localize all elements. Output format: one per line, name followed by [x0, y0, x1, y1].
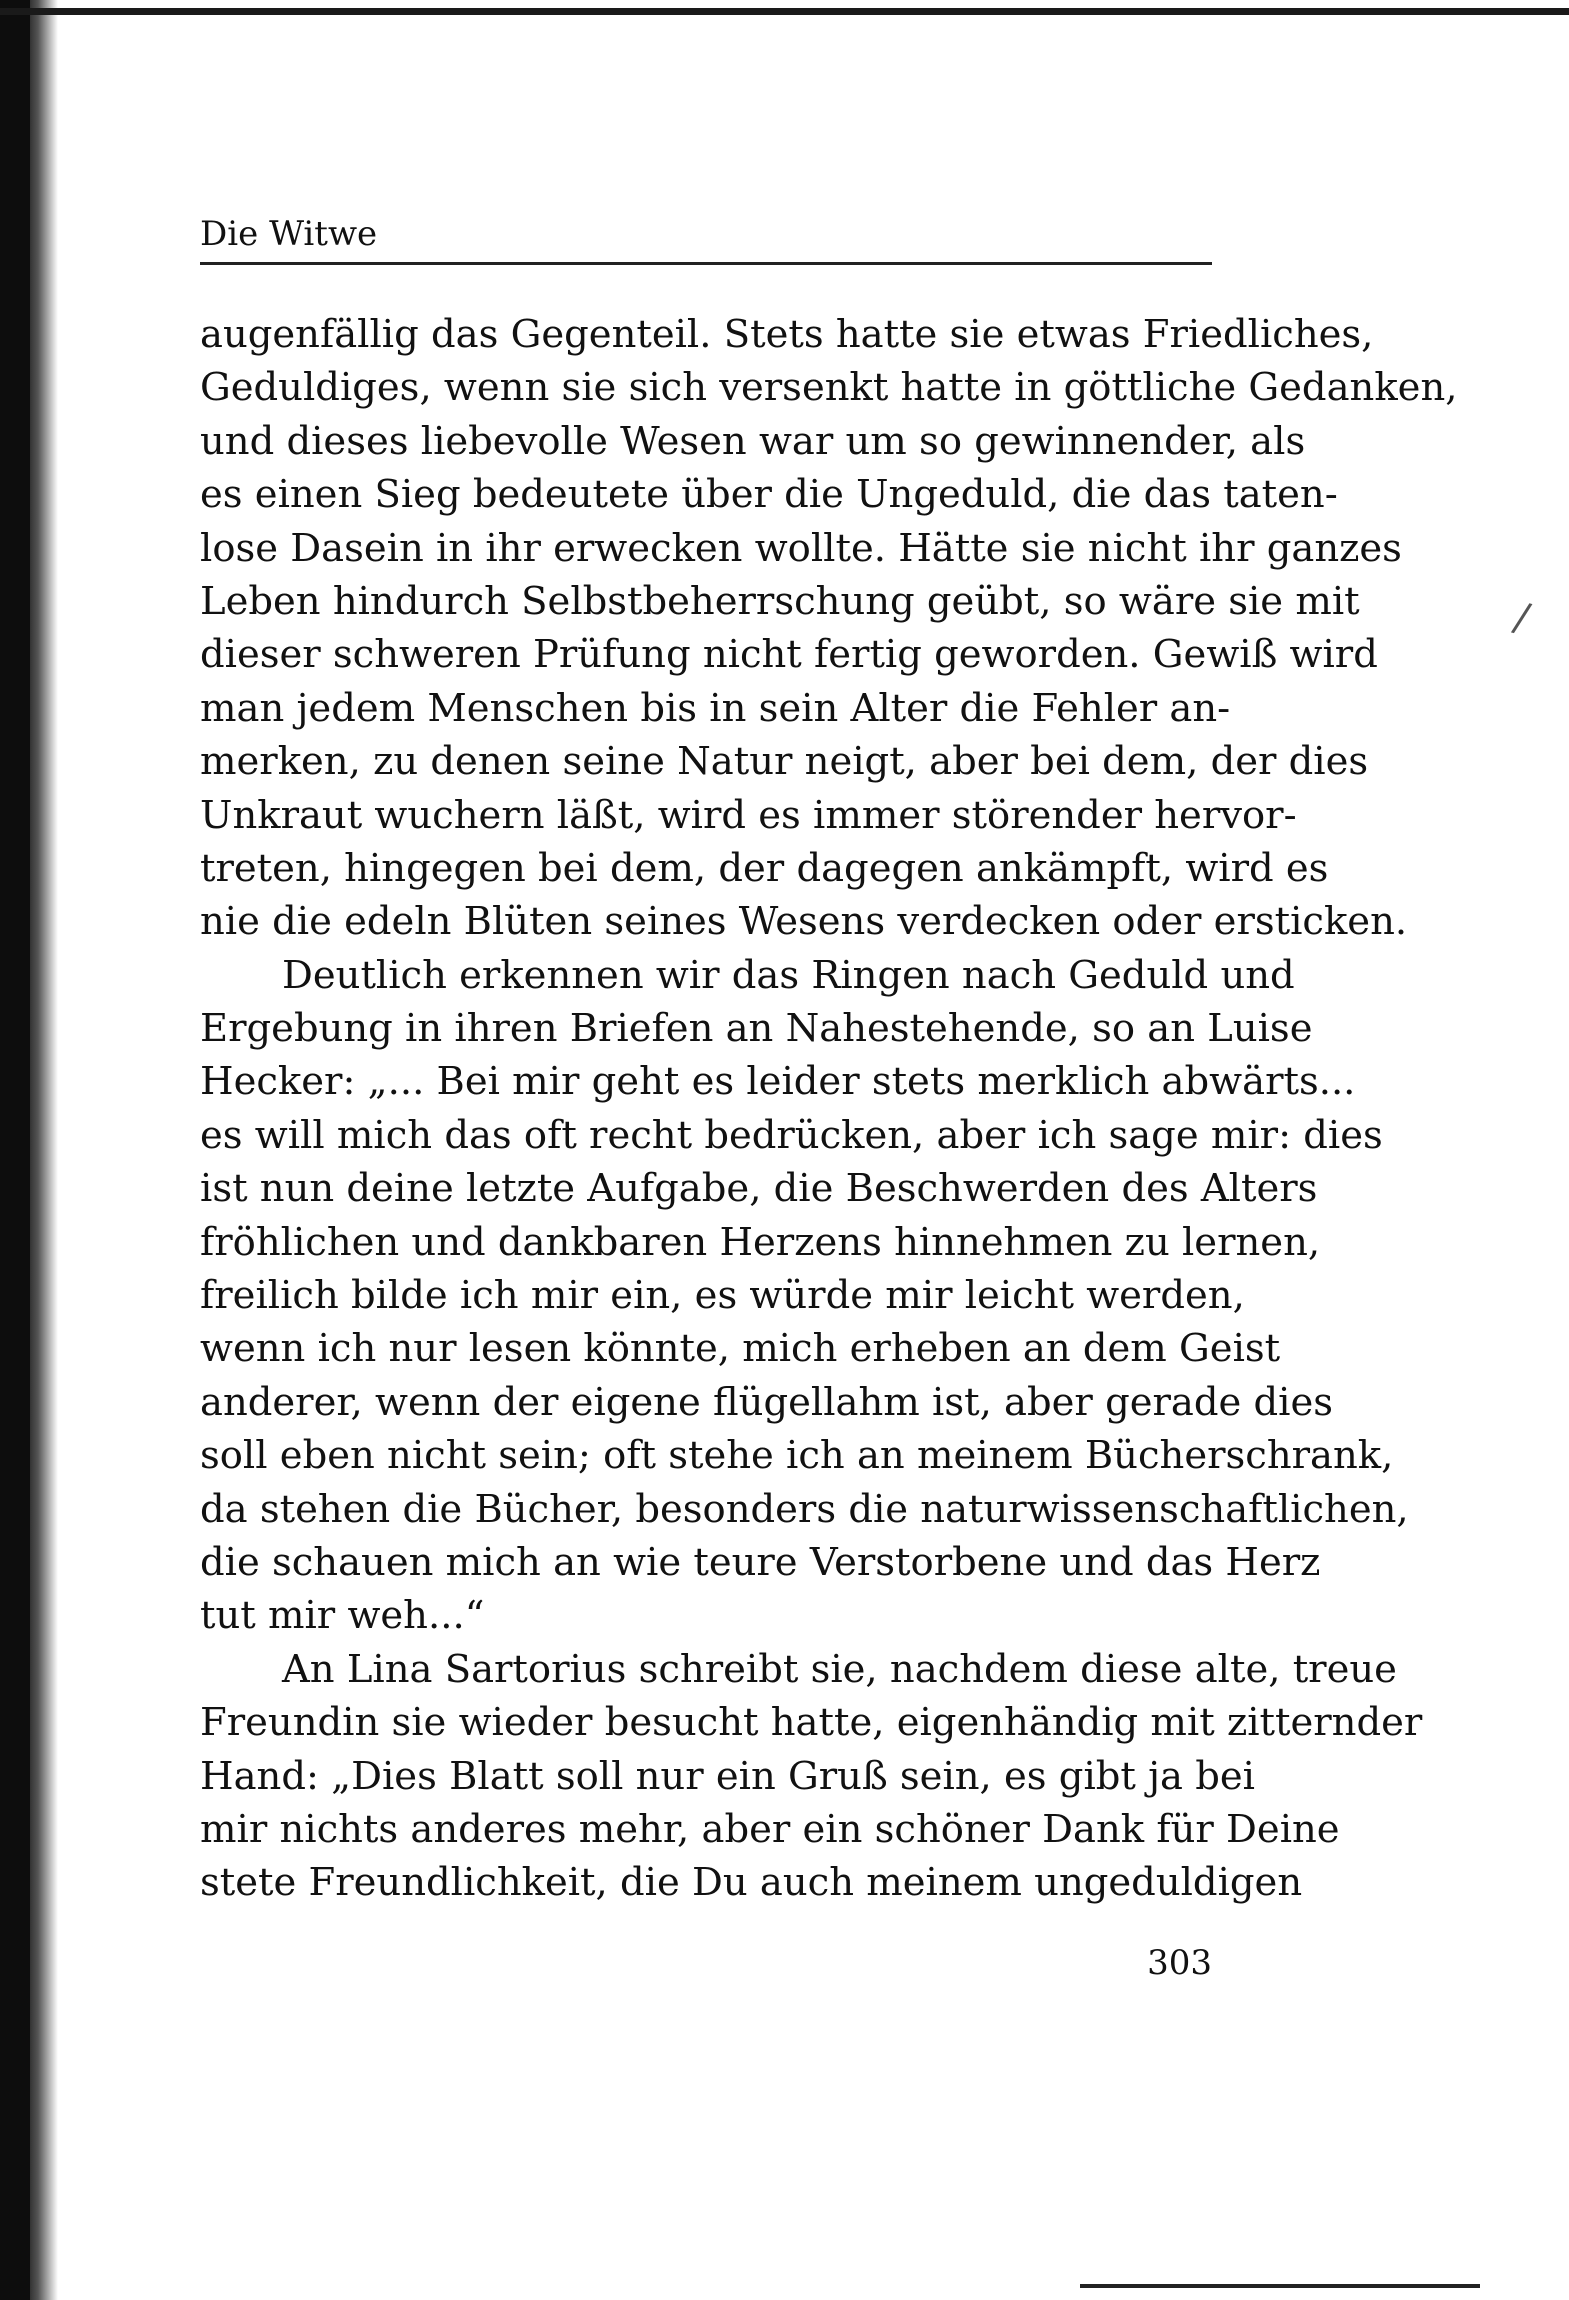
- text-line: Unkraut wuchern läßt, wird es immer störender hervor-: [200, 792, 1297, 838]
- text-line: man jedem Menschen bis in sein Alter die Fehler an-: [200, 685, 1231, 731]
- text-line: ist nun deine letzte Aufgabe, die Beschwerden des Alters: [200, 1166, 1318, 1212]
- header-rule: [200, 262, 1212, 265]
- text-line: dieser schweren Prüfung nicht fertig geworden. Gewiß wird: [200, 632, 1378, 678]
- scan-left-edge-binding: [0, 0, 30, 2300]
- text-line: Leben hindurch Selbstbeherrschung geübt, so wäre sie mit: [200, 578, 1360, 624]
- text-line: Deutlich erkennen wir das Ringen nach Geduld und: [282, 952, 1295, 998]
- margin-pencil-mark: /: [1509, 594, 1535, 642]
- text-line: Ergebung in ihren Briefen an Nahestehende, so an Luise: [200, 1006, 1313, 1052]
- text-line: stete Freundlichkeit, die Du auch meinem ungeduldigen: [200, 1860, 1303, 1906]
- text-line: da stehen die Bücher, besonders die naturwissenschaftlichen,: [200, 1486, 1409, 1532]
- scan-top-edge-line: [0, 8, 1569, 15]
- running-title: Die Witwe: [200, 214, 378, 254]
- text-line: merken, zu denen seine Natur neigt, aber bei dem, der dies: [200, 739, 1369, 785]
- text-line: treten, hingegen bei dem, der dagegen ankämpft, wird es: [200, 845, 1329, 891]
- running-header: [200, 214, 1212, 260]
- text-line: freilich bilde ich mir ein, es würde mir leicht werden,: [200, 1273, 1245, 1319]
- text-line: wenn ich nur lesen könnte, mich erheben an dem Geist: [200, 1326, 1281, 1372]
- text-line: es einen Sieg bedeutete über die Ungeduld, die das taten-: [200, 472, 1338, 518]
- text-line: augenfällig das Gegenteil. Stets hatte sie etwas Friedliches,: [200, 312, 1374, 357]
- scan-bottom-edge-mark: [1080, 2284, 1480, 2288]
- text-line: soll eben nicht sein; oft stehe ich an meinem Bücherschrank,: [200, 1433, 1394, 1479]
- text-line: Hand: „Dies Blatt soll nur ein Gruß sein, es gibt ja bei: [200, 1753, 1255, 1799]
- text-line: fröhlichen und dankbaren Herzens hinnehmen zu lernen,: [200, 1219, 1321, 1265]
- body-text: [200, 308, 1458, 1910]
- text-line: Hecker: „... Bei mir geht es leider stets merklich abwärts...: [200, 1059, 1356, 1105]
- text-line: An Lina Sartorius schreibt sie, nachdem diese alte, treue: [282, 1646, 1397, 1692]
- text-line: die schauen mich an wie teure Verstorbene und das Herz: [200, 1539, 1321, 1585]
- text-line: Geduldiges, wenn sie sich versenkt hatte in göttliche Gedanken,: [200, 365, 1458, 411]
- page-number: 303: [1147, 1943, 1212, 1983]
- text-line: lose Dasein in ihr erwecken wollte. Hätte sie nicht ihr ganzes: [200, 525, 1402, 571]
- text-line: und dieses liebevolle Wesen war um so gewinnender, als: [200, 418, 1306, 464]
- text-line: mir nichts anderes mehr, aber ein schöner Dank für Deine: [200, 1806, 1340, 1852]
- text-line: anderer, wenn der eigene flügellahm ist, aber gerade dies: [200, 1379, 1334, 1425]
- text-line: Freundin sie wieder besucht hatte, eigenhändig mit zitternder: [200, 1700, 1423, 1746]
- text-line: tut mir weh...“: [200, 1593, 485, 1639]
- text-line: nie die edeln Blüten seines Wesens verdecken oder ersticken.: [200, 899, 1408, 945]
- text-line: es will mich das oft recht bedrücken, aber ich sage mir: dies: [200, 1112, 1383, 1158]
